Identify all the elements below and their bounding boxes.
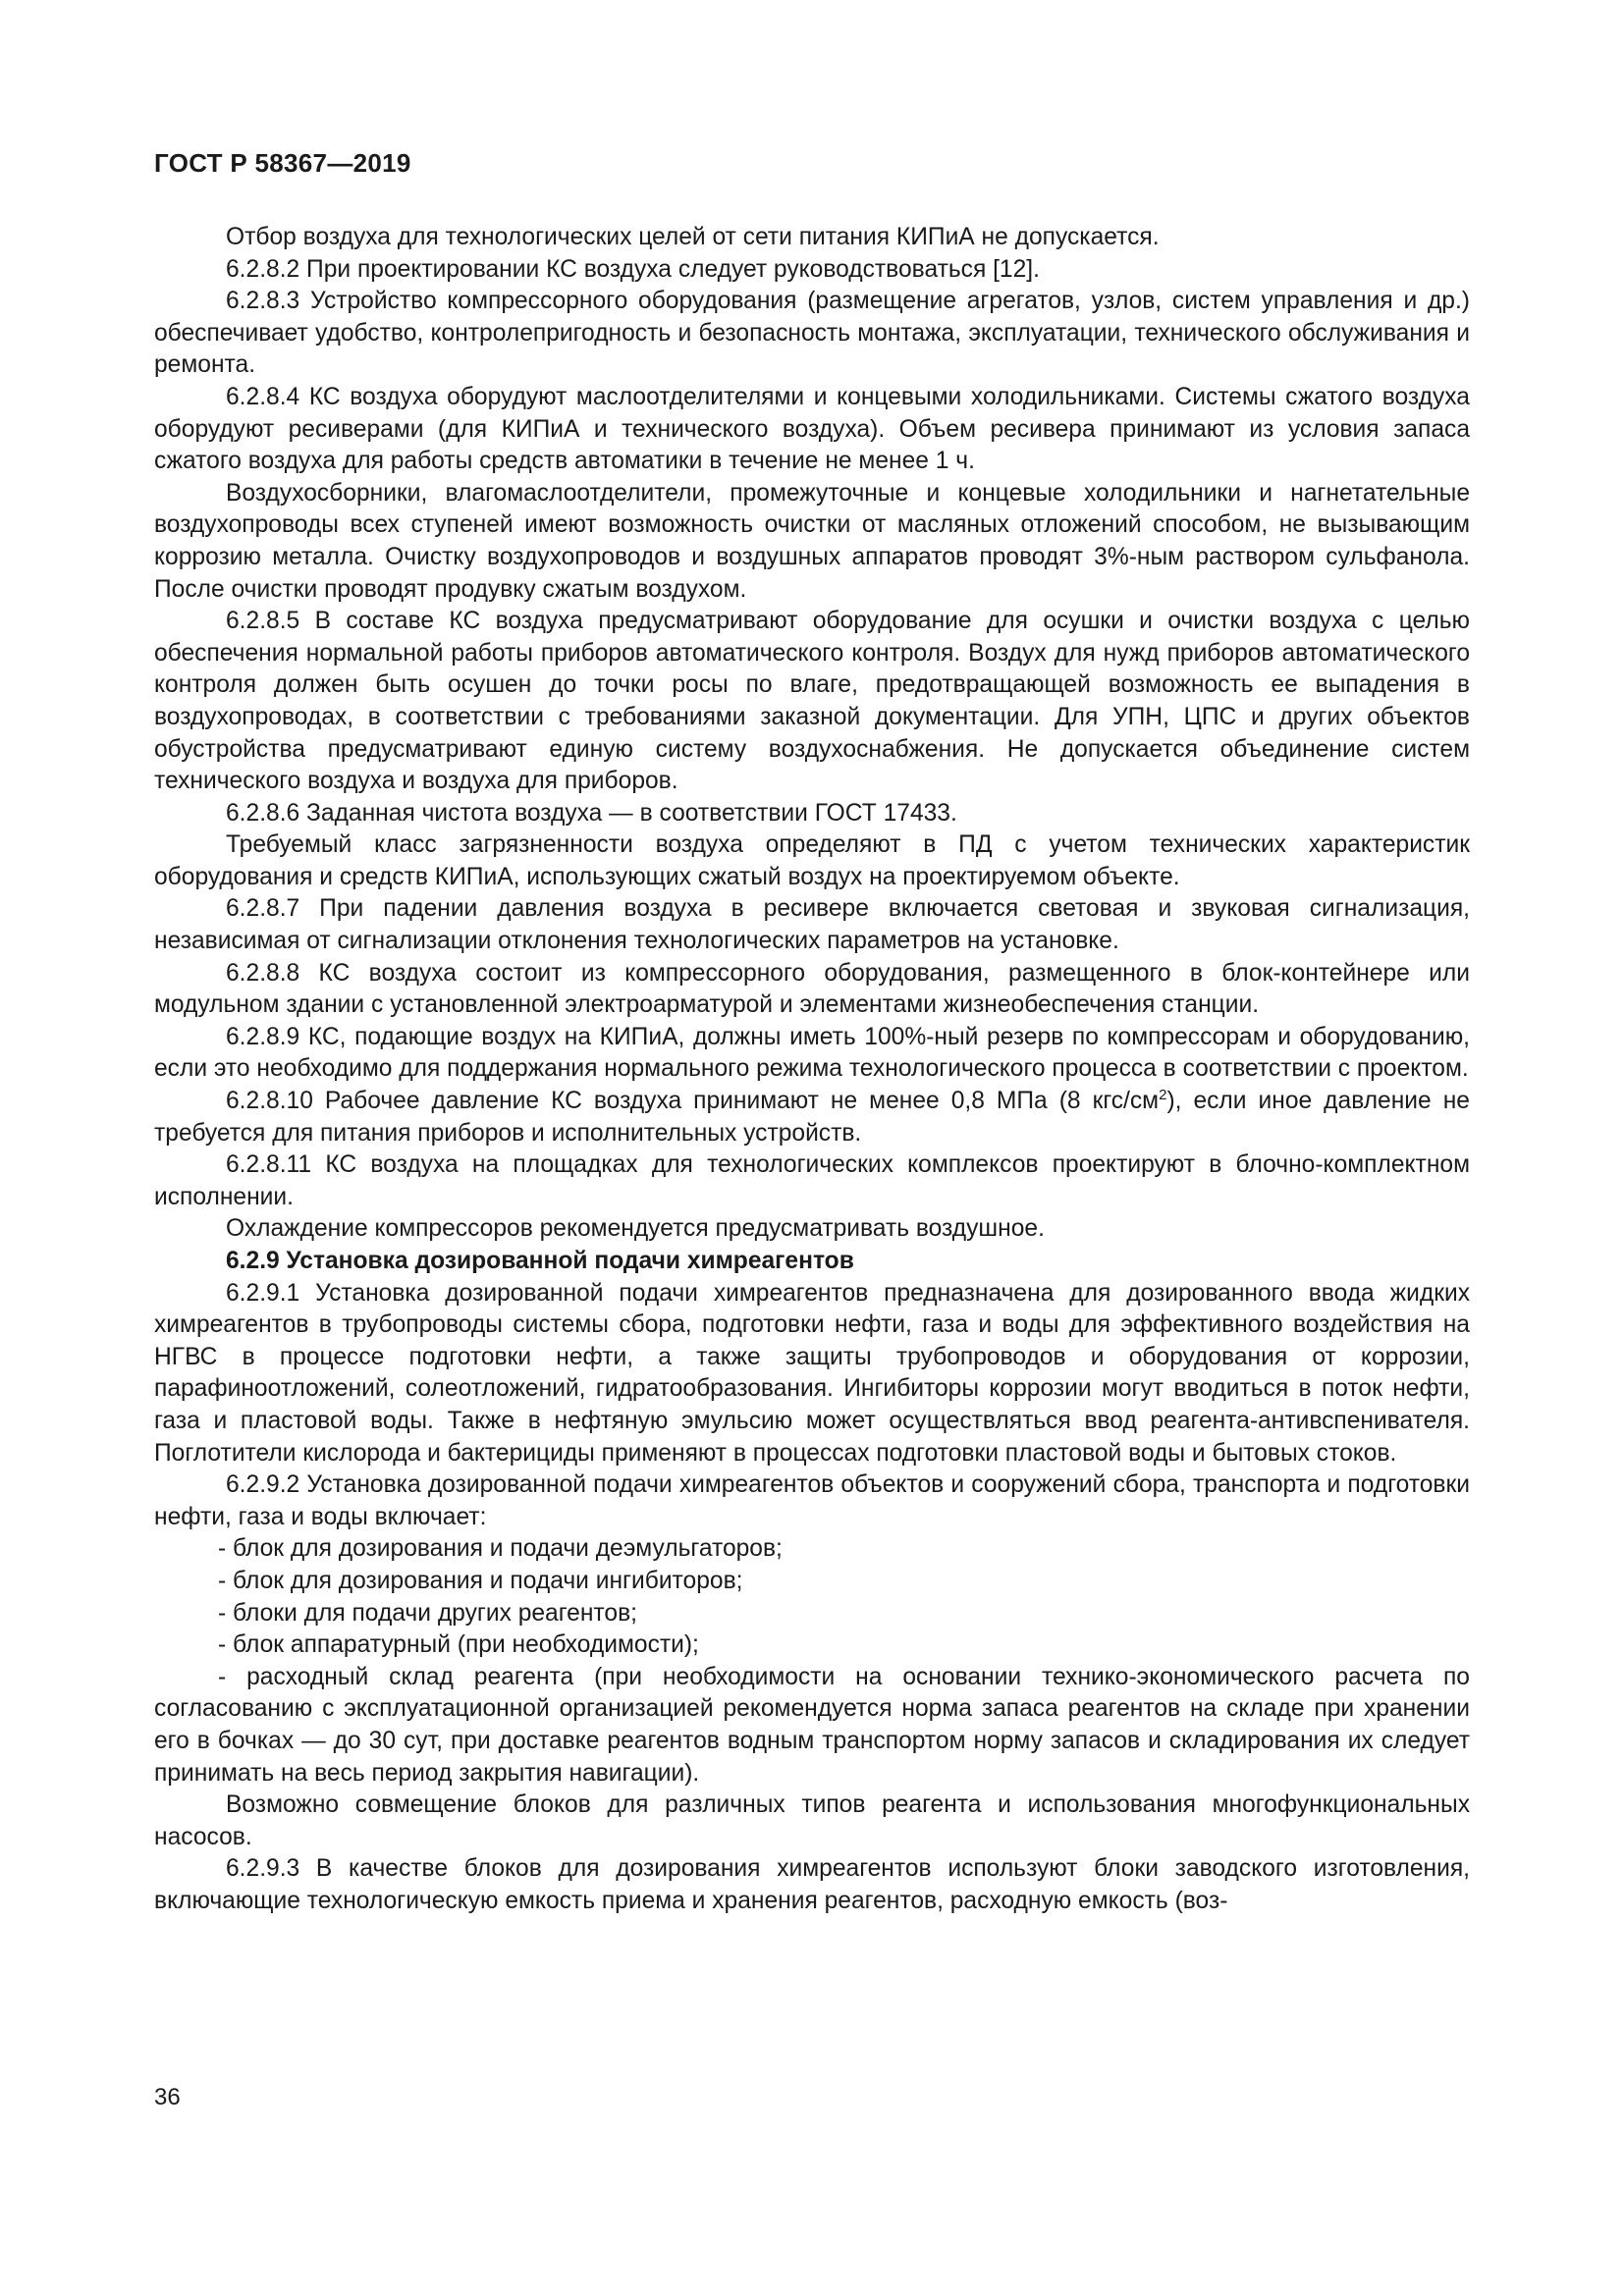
- paragraph: 6.2.8.3 Устройство компрессорного оборудования (размещение агрегатов, узлов, систем управления и др.) обеспечивает удобство, контролепригодность и безопасность монтажа, эксплуатации, технического обслуживания и ремонта.: [154, 288, 1470, 379]
- paragraph: [154, 1086, 1470, 1149]
- paragraph: Отбор воздуха для технологических целей от сети питания КИПиА не допускается.: [226, 224, 1160, 250]
- document-body: [154, 222, 1470, 1917]
- paragraph: 6.2.8.6 Заданная чистота воздуха — в соответствии ГОСТ 17433.: [226, 799, 957, 827]
- paragraph: Охлаждение компрессоров рекомендуется предусматривать воздушное.: [226, 1215, 1045, 1243]
- list-item: - блок для дозирования и подачи деэмульгаторов;: [218, 1535, 783, 1563]
- paragraph: Возможно совмещение блоков для различных типов реагента и использования многофункциональных насосов.: [154, 1791, 1470, 1850]
- list-item: - расходный склад реагента (при необходимости на основании технико-экономического расчета по согласованию с эксплуатационной организацией рекомендуется норма запаса реагентов на складе при хранении его в бочках — до 30 сут, при доставке реагентов водным транспортом норму запасов и складирования их следует принимать на весь период закрытия навигации).: [154, 1663, 1470, 1787]
- paragraph: 6.2.8.4 КС воздуха оборудуют маслоотделителями и концевыми холодильниками. Системы сжатого воздуха оборудуют ресиверами (для КИПиА и технического воздуха). Объем ресивера принимают из условия запаса сжатого воздуха для работы средств автоматики в течение не менее 1 ч.: [154, 383, 1470, 475]
- paragraph: 6.2.9.3 В качестве блоков для дозирования химреагентов используют блоки заводского изготовления, включающие технологическую емкость приема и хранения реагентов, расходную емкость (воз-: [154, 1855, 1470, 1914]
- paragraph: Воздухосборники, влагомаслоотделители, промежуточные и концевые холодильники и нагнетательные воздухопроводы всех ступеней имеют возможность очистки от масляных отложений способом, не вызывающим коррозию металла. Очистку воздухопроводов и воздушных аппаратов проводят 3%-ным раствором сульфанола. После очистки проводят продувку сжатым воздухом.: [154, 479, 1470, 603]
- list-item: - блоки для подачи других реагентов;: [218, 1599, 637, 1627]
- paragraph-text: 6.2.8.10 Рабочее давление КС воздуха принимают не менее 0,8 МПа (8 кгс/см: [226, 1088, 1160, 1115]
- paragraph: 6.2.9.2 Установка дозированной подачи химреагентов объектов и сооружений сбора, транспорта и подготовки нефти, газа и воды включает:: [154, 1471, 1470, 1530]
- paragraph: 6.2.8.8 КС воздуха состоит из компрессорного оборудования, размещенного в блок-контейнере или модульном здании с установленной электроарматурой и элементами жизнеобеспечения станции.: [154, 959, 1470, 1019]
- list-item: - блок аппаратурный (при необходимости);: [218, 1631, 699, 1659]
- paragraph: Требуемый класс загрязненности воздуха определяют в ПД с учетом технических характеристик оборудования и средств КИПиА, использующих сжатый воздух на проектируемом объекте.: [154, 831, 1470, 890]
- list-item: - блок для дозирования и подачи ингибиторов;: [218, 1567, 743, 1594]
- paragraph: 6.2.9.1 Установка дозированной подачи химреагентов предназначена для дозированного ввода жидких химреагентов в трубопроводы системы сбора, подготовки нефти, газа и воды для эффективного воздействия на НГВС в процессе подготовки нефти, а также защиты трубопроводов и оборудования от коррозии, парафиноотложений, солеотложений, гидратообразования. Ингибиторы коррозии могут вводиться в поток нефти, газа и пластовой воды. Также в нефтяную эмульсию может осуществляться ввод реагента-антивспенивателя. Поглотители кислорода и бактерициды применяют в процессах подготовки пластовой воды и бытовых стоков.: [154, 1279, 1470, 1467]
- paragraph: 6.2.8.7 При падении давления воздуха в ресивере включается световая и звуковая сигнализация, независимая от сигнализации отклонения технологических параметров на установке.: [154, 895, 1470, 955]
- paragraph: 6.2.8.9 КС, подающие воздух на КИПиА, должны иметь 100%-ный резерв по компрессорам и оборудованию, если это необходимо для поддержания нормального режима технологического процесса в соответствии с проектом.: [154, 1023, 1470, 1083]
- document-id-header: ГОСТ Р 58367—2019: [154, 148, 411, 178]
- section-heading: 6.2.9 Установка дозированной подачи химреагентов: [226, 1248, 854, 1274]
- paragraph: 6.2.8.11 КС воздуха на площадках для технологических комплексов проектируют в блочно-комплектном исполнении.: [154, 1151, 1470, 1210]
- page-number: 36: [154, 2084, 181, 2110]
- paragraph: 6.2.8.5 В составе КС воздуха предусматривают оборудование для осушки и очистки воздуха с целью обеспечения нормальной работы приборов автоматического контроля. Воздух для нужд приборов автоматического контроля должен быть осушен до точки росы по влаге, предотвращающей возможность ее выпадения в воздухопроводах, в соответствии с требованиями заказной документации. Для УПН, ЦПС и других объектов обустройства предусматривают единую систему воздухоснабжения. Не допускается объединение систем технического воздуха и воздуха для приборов.: [154, 608, 1470, 795]
- paragraph-text: ), если иное давление не требуется для питания приборов и исполнительных устройств.: [154, 1088, 1470, 1147]
- superscript: 2: [1159, 1087, 1167, 1104]
- paragraph: 6.2.8.2 При проектировании КС воздуха следует руководствоваться [12].: [226, 255, 1040, 283]
